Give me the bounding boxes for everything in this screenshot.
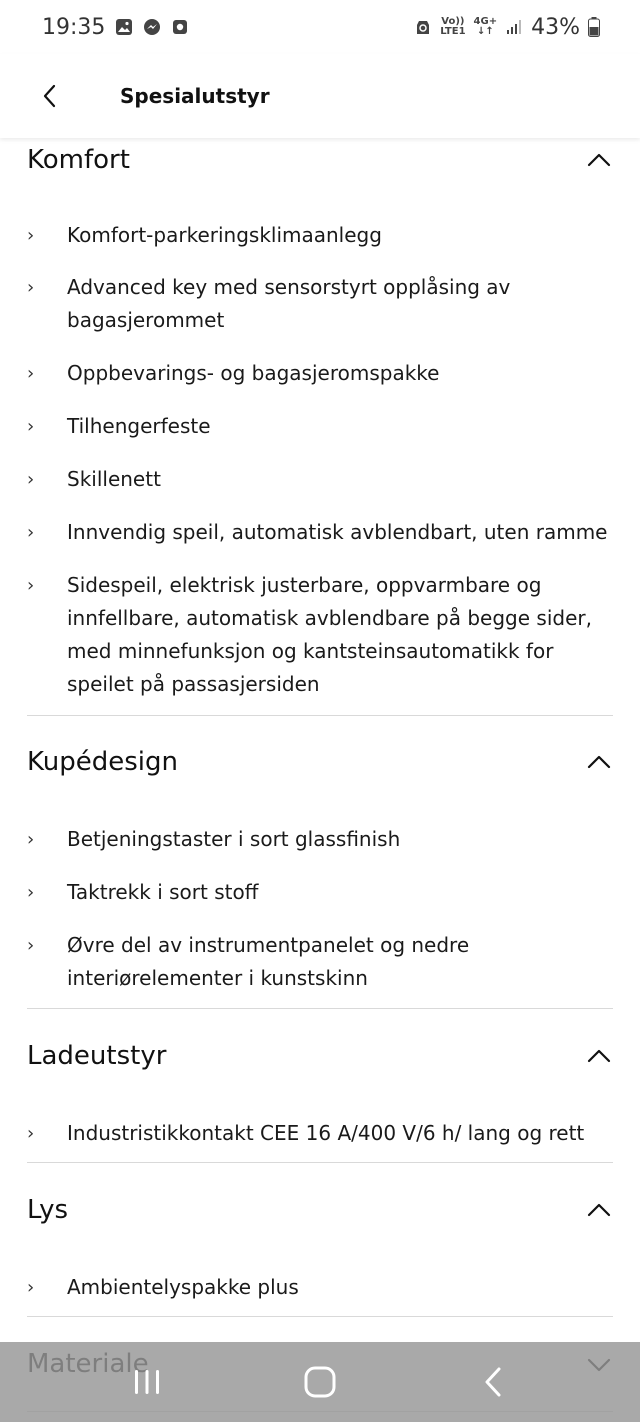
- home-button[interactable]: [290, 1352, 350, 1412]
- item-label: Øvre del av instrumentpanelet og nedre interiørelementer i kunstskinn: [67, 933, 470, 990]
- chevron-right-icon: ›: [27, 416, 35, 437]
- chevron-up-icon: [585, 146, 613, 174]
- section-kupedesign: [27, 716, 613, 1009]
- recycle-icon: [414, 18, 432, 36]
- list-item[interactable]: [27, 823, 613, 856]
- list-item[interactable]: [27, 410, 613, 443]
- back-button[interactable]: [26, 72, 74, 120]
- item-label: Tilhengerfeste: [67, 414, 211, 438]
- section-header-ladeutstyr[interactable]: [27, 1009, 613, 1103]
- section-title: Komfort: [27, 145, 130, 175]
- item-label: Oppbevarings- og bagasjeromspakke: [67, 361, 440, 385]
- section-title: Lys: [27, 1195, 69, 1225]
- back-arrow-icon: [482, 1366, 504, 1398]
- chevron-right-icon: ›: [27, 575, 35, 596]
- item-label: Ambientelyspakke plus: [67, 1275, 299, 1299]
- list-item[interactable]: [27, 357, 613, 390]
- chevron-right-icon: ›: [27, 469, 35, 490]
- section-header-lys[interactable]: [27, 1163, 613, 1257]
- item-label: Industristikkontakt CEE 16 A/400 V/6 h/ lang og rett: [67, 1121, 585, 1145]
- item-list: [27, 1271, 613, 1304]
- battery-icon: [588, 17, 600, 37]
- clock: 19:35: [42, 14, 106, 40]
- item-label: Advanced key med sensorstyrt opplåsing av bagasjerommet: [67, 275, 511, 332]
- recent-apps-icon: [132, 1368, 162, 1396]
- list-item[interactable]: [27, 1271, 613, 1304]
- list-item[interactable]: [27, 271, 613, 337]
- battery-percent: 43%: [531, 14, 580, 40]
- item-list: [27, 219, 613, 701]
- app-header: [0, 54, 640, 138]
- item-label: Betjeningstaster i sort glassfinish: [67, 827, 401, 851]
- item-label: Taktrekk i sort stoff: [67, 880, 259, 904]
- chevron-right-icon: ›: [27, 1123, 35, 1144]
- section-title: Kupédesign: [27, 747, 178, 777]
- home-icon: [303, 1365, 337, 1399]
- equipment-list: [0, 138, 640, 1412]
- list-item[interactable]: [27, 929, 613, 995]
- item-label: Komfort-parkeringsklimaanlegg: [67, 223, 382, 247]
- chevron-right-icon: ›: [27, 225, 35, 246]
- item-label: Skillenett: [67, 467, 161, 491]
- chevron-right-icon: ›: [27, 1277, 35, 1298]
- list-item[interactable]: [27, 876, 613, 909]
- item-label: Innvendig speil, automatisk avblendbart, uten ramme: [67, 520, 608, 544]
- gallery-icon: [115, 18, 133, 36]
- chevron-right-icon: ›: [27, 522, 35, 543]
- section-ladeutstyr: [27, 1009, 613, 1163]
- list-item[interactable]: [27, 463, 613, 496]
- chevron-right-icon: ›: [27, 882, 35, 903]
- network-type-indicator: 4G+ ↓↑: [473, 16, 498, 37]
- section-header-kupedesign[interactable]: [27, 716, 613, 808]
- screen-record-icon: [171, 18, 189, 36]
- item-list: [27, 823, 613, 995]
- recent-apps-button[interactable]: [117, 1352, 177, 1412]
- chevron-up-icon: [585, 1196, 613, 1224]
- list-item[interactable]: [27, 1117, 613, 1150]
- chevron-up-icon: [585, 1042, 613, 1070]
- chevron-right-icon: ›: [27, 363, 35, 384]
- list-item[interactable]: [27, 569, 613, 701]
- section-komfort: [27, 138, 613, 716]
- system-nav-bar: [0, 1342, 640, 1422]
- chevron-right-icon: ›: [27, 277, 35, 298]
- section-header-komfort[interactable]: [27, 138, 613, 182]
- list-item[interactable]: [27, 219, 613, 252]
- item-label: Sidespeil, elektrisk justerbare, oppvarmbare og innfellbare, automatisk avblendbare på begge sider, med minnefunksjon og kantsteinsautomatikk for speilet på passasjersiden: [67, 573, 592, 696]
- signal-icon: [505, 18, 523, 36]
- chevron-up-icon: [585, 748, 613, 776]
- chevron-left-icon: [40, 83, 60, 109]
- list-item[interactable]: [27, 516, 613, 549]
- chevron-right-icon: ›: [27, 829, 35, 850]
- volte-indicator: Vo)) LTE1: [440, 16, 466, 37]
- system-back-button[interactable]: [463, 1352, 523, 1412]
- item-list: [27, 1117, 613, 1150]
- section-title: Ladeutstyr: [27, 1041, 167, 1071]
- section-lys: [27, 1163, 613, 1317]
- page-title: Spesialutstyr: [120, 84, 270, 108]
- status-bar: [0, 0, 640, 54]
- chevron-right-icon: ›: [27, 935, 35, 956]
- messenger-icon: [143, 18, 161, 36]
